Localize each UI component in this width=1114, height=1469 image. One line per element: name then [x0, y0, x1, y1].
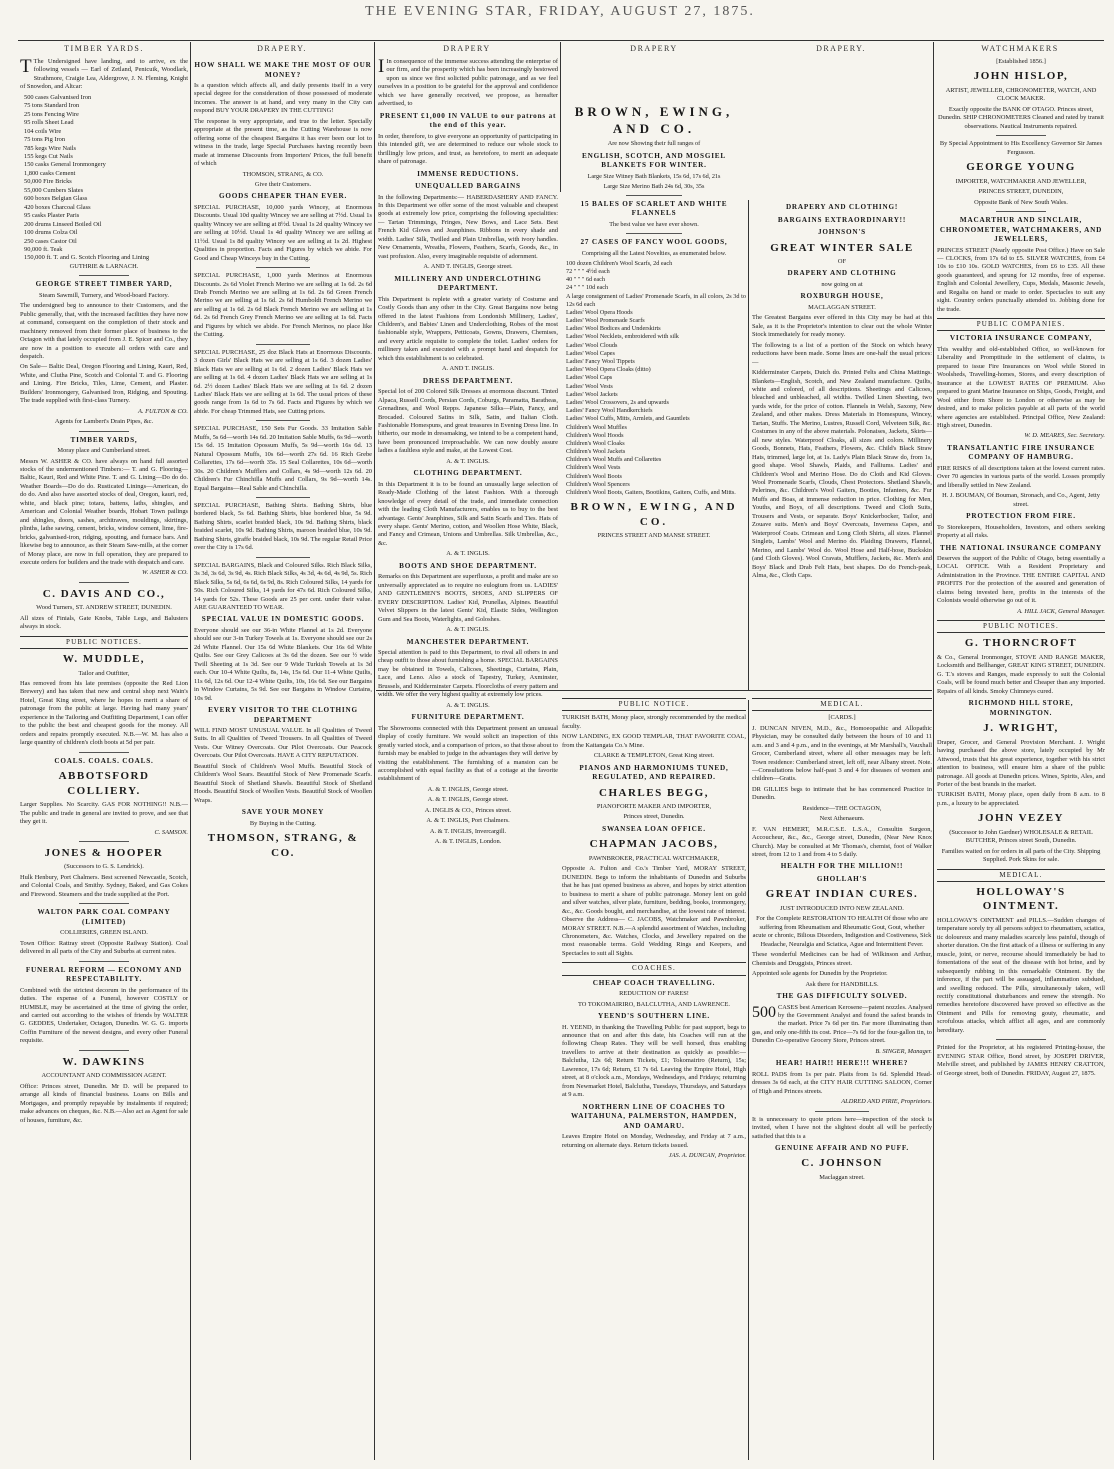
ad-heading: HOW SHALL WE MAKE THE MOST OF OUR MONEY? [194, 61, 372, 79]
ad-body: Large Size Witney Bath Blankets, 15s 6d, 17s 6d, 21s [587, 172, 721, 180]
signature: JAS. A. DUNCAN, Proprietor. [668, 1152, 746, 1159]
column-johnson-sale [752, 200, 932, 690]
signature: CLARKE & TEMPLETON, Great King street. [593, 752, 715, 760]
ad-subheading: [Established 1856.] [996, 58, 1046, 65]
ad-body: Opposite A. Fulton and Co.'s Timber Yard, MORAY STREET, DUNEDIN. Begs to inform the inhabitants of Dunedin and Suburbs that he has just opened business as above, and hopes by strict attention to business to merit a share of public patronage. Money lent on gold and silver watches, silver plate, furniture, bedding, books, ironmongery, &c., &c. Goods bought, and merchandise, at the lowest rate of interest. Observe the Address— C. JACOBS, Watchmaker and Pawnbroker, MORAY STREET. N.B.—A splendid assortment of Watches, including Chronometers, &c. Watches, Clocks, and Jewellery repaired on the most reasonable terms. Gold Wedding Rings and Keepers, and Spectacles to suit all Sights. [562, 865, 746, 957]
signature: THOMSON, STRANG, & CO. [242, 170, 324, 178]
ad-heading: CHEAP COACH TRAVELLING. [592, 978, 716, 987]
list-item: 72 " " " 4½d each [566, 267, 610, 275]
ad-subheading: JUST INTRODUCED INTO NEW ZEALAND. [780, 905, 904, 912]
list-item: 90,000 ft. Teak [24, 245, 63, 253]
signature: A. INGLIS & CO., Princes street. [424, 806, 512, 814]
ad-heading: CHARLES BEGG, [599, 786, 709, 799]
ad-heading: YEEND'S SOUTHERN LINE. [597, 1012, 711, 1021]
ad-heading: J. WRIGHT, [983, 722, 1059, 735]
ad-body: SPECIAL PURCHASE, 25 doz Black Hats at Enormous Discounts. 3 dozen Girls' Black Hats we are selling at 1s 6d. 3 dozen Ladies' Black Hats we are selling at 1s 6d. 2 dozen Ladies' Black Hats we are selling at 1s 6d. 4 dozen Ladies' Black Hats we are selling at 1s 6d. 2½ dozen Ladies' Black Hats we are selling at 1s 6d. 2 dozen Ladies' Black Hats we are selling at 1s 6d. The usual prices of these goods range from 1s 6d to 7s 6d. Facts and Figures by which we abide. For cheap Trimmed Hats, see Cutting prices. [194, 348, 372, 415]
ad-body: Leaves Empire Hotel on Monday, Wednesday, and Friday at 7 a.m., returning on alternate days. Return tickets issued. [562, 1133, 746, 1149]
ad-body: In order, therefore, to give everyone an opportunity of participating in this intended gift, we are determined to reduce our whole stock to thrillingly low prices, and trust, as heretofore, to merit an adequate share of patronage. [378, 132, 558, 166]
ad-heading: ABBOTSFORD COLLIERY. [58, 770, 150, 797]
divider [79, 275, 129, 276]
signature: A. & T. INGLIS, Port Chalmers. [426, 817, 510, 825]
ad-subheading: Wood Turners, ST. ANDREW STREET, DUNEDIN. [36, 604, 172, 612]
ad-heading: GEORGE STREET TIMBER YARD, [35, 280, 173, 289]
ad-body: The Showrooms connected with this Department present an unusual display of costly furniture. We would solicit an inspection of this greatly varied stock, and a comparison of prices, so that those about to furnish may be enabled to judge in the advantages they will derive by visiting the establishment. The furnishing of a mansion can be accomplished with equal facility as that of a cottage at the favorite establishment of [378, 724, 558, 783]
ad-body: Has removed from his late premises (opposite the Red Lion Brewery) and has taken that new and central shop next Wain's Hotel, Great King street, where he hopes to merit a share of patronage from the public at large. Having had many years' experience in the Tailoring and Outfitting Department, I can offer to the public the best and cheapest goods for the money. All orders and repairs promptly executed. N.B.—W. M. has also a large quantity of children's cloth boots at 5d per pair. [20, 680, 188, 747]
list-item: 100 dozen Children's Wool Scarfs, 2d each [566, 259, 673, 267]
ad-body: Hulk Henbury, Port Chalmers. Best screened Newcastle, Scotch, and Colonial Coals, and Smithy. Sydney, Baked, and Gas Cokes and Firewood. Steamers and the trade supplied at the Port. [20, 873, 188, 898]
ad-body: SPECIAL BARGAINS, Black and Coloured Silks. Rich Black Silks, 3s 3d, 3s 6d, 3s 9d, 4s. Rich Black Silks, 4s 3d, 4s 6d, 4s 9d, 5s. Rich Black Silks, 5s 6d, 6s 6d, 6s 9d, 8s. Rich Coloured Silks, 14 yards for 50s. Rich Coloured Silks, 14 yards for 47s 6d. Rich Coloured Silks, 14 yards for 52s. These Goods are 25 per cent. under their value. ARE GUARANTEED TO WEAR. [194, 561, 372, 611]
ad-body: Beautiful Stock of Children's Wool Muffs. Beautiful Stock of Children's Wool Sears. Beautiful Stock of New Promenade Scarfs. Beautiful Stock of Shetland Shawls. Beautiful Stock of Shetland Hoods. Beautiful Stock of Woollen Vests. Beautiful Stock of Woollen Wraps. [194, 762, 372, 804]
ad-heading: GHOLLAH'S [816, 874, 868, 883]
ad-subheading: Residence—THE OCTAGON, [802, 804, 882, 812]
list-item: Children's Wool Hoods [566, 431, 624, 439]
ad-body: PRINCES STREET (Nearly opposite Post Office.) Have on Sale— CLOCKS, from 17s 6d to £5. SILVER WATCHES, from £4 10s to £10 10s. GOLD WATCHES, from £6 to £35. All these goods guaranteed, and sprung for 12 months, free of expense. English and Colonial Jewellery, Cups, Medals, Masonic Jewels, and Regalia on hand or made to order. Spectacles to suit any sight. Country orders punctually attended to. Jobbing done for the trade. [937, 246, 1105, 313]
ad-heading: 27 CASES OF FANCY WOOL GOODS, [580, 238, 728, 247]
list-item: Children's Wool Boots, Gaiters, Bootikins, Gaiters, Cuffs, and Mitts. [566, 489, 736, 496]
section-heading: MEDICAL. [937, 869, 1105, 882]
ad-heading: THE NATIONAL INSURANCE COMPANY [939, 543, 1103, 552]
signature: W. D. MEARES, Sec. Secretary. [1024, 432, 1105, 440]
ad-body: The undersigned beg to announce to their Customers, and the Public generally, that, with the increased facilities they have now at command, consequent on the completion of their stock and machinery removed from their former place of business to the Octagon with that lately occupied from J. E. Spicer and Co., they are now in a position to execute all orders with care and despatch. [20, 302, 188, 360]
ad-heading: CLOTHING DEPARTMENT. [413, 469, 523, 478]
list-item: Ladies' Wool Opera Hoods [566, 308, 633, 316]
ad-body: On Sale— Baltic Deal, Oregon Flooring and Lining, Kauri, Red, White, and Clutha Pine, Scotch and Colonial T. and G. Flooring and Lining. Fire Bricks, Tiles, Lime, Cement, and Plaster. Builders' Ironmongery, Galvanised Iron, Ridging, and Spouting. The trade supplied with first-class Turnery. [20, 363, 188, 405]
imprint: Printed for the Proprietor, at his registered Printing-house, the EVENING STAR Office, Bond street, by JOSEPH DRIVER, Melville street, and published by JAMES HENRY CRATTON, of George street, both of Dunedin. FRIDAY, August 27, 1875. [937, 1044, 1105, 1077]
signature: GUTHRIE & LARNACH. [69, 262, 139, 270]
ad-heading: UNEQUALLED BARGAINS [415, 182, 521, 191]
divider [79, 903, 129, 904]
ad-body: WILL FIND MOST UNUSUAL VALUE. In all Qualities of Tweed Suits. In all Qualities of Tweed Trousers. In all Qualities of Tweed Vests. Our Witney Overcoats. Our Pilot Overcoats. Our Peacock Overcoats. Our Pilot Overcoats. HAVE A CITY REPUTATION. [194, 727, 372, 760]
ad-body: SPECIAL PURCHASE, 10,000 yards Wincey, at Enormous Discounts. Usual 10d quality Wincey we are selling at 7½d. Usual 1s quality Wincey we are selling at 8½d. Usual 1s 2d quality Wincey we are selling at 10½d. Usual 1s 4d quality Wincey we are selling at 11½d. Usual 1s 8d quality Wincey we are selling at 1s 2d. Highest Qualities in proportion. Facts and Figures by which we abide. For Good and Cheap Winceys buy in the Cutting. [194, 203, 372, 262]
divider [79, 1050, 129, 1051]
list-item: Ladies' Fancy Wool Handkerchiefs [566, 407, 653, 415]
ad-body: Town Office: Rattray street (Opposite Railway Station). Coal delivered in all parts of the City and Suburbs at current rates. [20, 939, 188, 956]
ad-subheading: [CARDS.] [828, 714, 856, 722]
ad-heading: TRANSATLANTIC FIRE INSURANCE COMPANY OF HAMBURG. [947, 443, 1095, 462]
ad-heading: PIANOS AND HARMONIUMS TUNED, REGULATED, AND REPAIRED. [579, 763, 729, 781]
ad-subheading: COLLIERIES, GREEN ISLAND. [60, 929, 148, 937]
ad-body: This Department is replete with a greater variety of Costume and Costly Goods than any other in the City. Great Bargains now being offered in the latest Fashions from Londonish Millinery, Ladies', Children's, and Babies' Linen and Underclothing, Robes of the most fashionable style, Wrappers, Petticoats, Gowns, Drawers, Chemises, and every article requisite to complete the toilet. Ladies' orders for millinery taken and executed with a prompt hand and despatch for which this establishment is so celebrated. [378, 295, 558, 362]
list-item: Ladies' Wool Promenade Scarfs [566, 317, 645, 325]
ad-heading: SAVE YOUR MONEY [241, 808, 325, 817]
list-item: A large consignment of Ladies' Promenade Scarfs, in all colors, 2s 3d to 12s 6d each [566, 292, 746, 308]
list-item: 100 drums Colza Oil [24, 229, 78, 237]
section-rule [748, 200, 749, 690]
ad-body: Large Size Merino Bath 24s 6d, 30s, 35s [603, 182, 705, 190]
ad-heading: JONES & HOOPER [44, 846, 164, 859]
section-heading: COACHES. [562, 962, 746, 975]
ad-heading: GEORGE YOUNG [966, 161, 1076, 174]
list-item: 785 kegs Wire Nails [24, 144, 76, 152]
ad-body: In the following Departments:— HABERDASHERY AND FANCY. In this Department we offer some of the most valuable and cheapest goods at extremely low price, comprising the following specialities:— Tartan Trimmings, Fringes, New Bows, and Lace Sets. Best French Kid Gloves and Jeanphines. Ribbons in every shade and width. Ladies' Silk, Twilled and Plain Umbrellas, with ivory handles. New Ornaments, Wreaths, Flowers, Feathers, Scarfs, Goods, &c., in vast profusion. Also, every imaginable requisite of adornment. [378, 193, 558, 260]
signature: H. J. BOUMAN, Of Bouman, Stronach, and Co., Agent, Jetty street. [942, 492, 1100, 508]
list-item: Children's Wool Vests [566, 464, 621, 472]
list-item: 75 tons Pig Iron [24, 136, 66, 144]
ad-heading: NORTHERN LINE OF COACHES TO WAITAHUNA, PALMERSTON, HAMPDEN, AND OAMARU. [571, 1102, 737, 1130]
ad-body: H. YEEND, in thanking the Travelling Public for past support, begs to announce that on and after this date, his Coaches will run at the following Cheap Rates. They will be well horsed, thus enabling travellers to arrive at their destination as quickly as possible:—Balclutha, 12s 6d; Return Tickets, £1; Tokomairiro (Return), 15s; Lawrence, 17s 6d; Return, £1 7s 6d. Leaving the Empire Hotel, High street, at 8 o'clock a.m., Mondays, Wednesdays, and Fridays; returning from Newmarket Hotel, Balclutha, Tuesdays, Thursdays, and Saturdays at 9 a.m. [562, 1023, 746, 1099]
column-public-notice [562, 694, 746, 1460]
ad-body: Messrs W. ASHER & CO. have always on hand full assorted stocks of the undermentioned Timbers:— T. and G. Flooring—Baltic, Kauri, Red and White Pine. T. and G. Lining—Do do do. Weather Boards—Do do do. Rusticated Linings—American, do do do. And also have assorted stocks of deal, Oregon, kauri, red, white, and black pine; totara, battens, laths, shingles, and American and Colonial Weather boards, Hobart Town pailings and shingles, doors, sashes, architraves, mouldings, skirtings, plinths, lathe sawing, cement, bricks, window cement, lime, fire-bricks, galvanised-iron, ridging, spouting, and furnace bars. And likewise beg to announce, as their Steam Saw-mills, at the corner of Moray place, are now in full operation, they are prepared to execute orders for builders and the trade with despatch and care. [20, 457, 188, 567]
column-rule [190, 42, 191, 1460]
signature: A. & T. INGLIS, London. [434, 838, 502, 846]
signature: A. AND T. INGLIS. [442, 365, 494, 373]
divider [79, 752, 129, 753]
ad-heading: W. MUDDLE, [62, 653, 146, 666]
ad-heading: GENUINE AFFAIR AND NO PUFF. [774, 1143, 909, 1152]
list-item: 104 coils Wire [24, 127, 62, 135]
list-item: Children's Wool Cloaks [566, 439, 625, 447]
ad-body: Everyone should see our 36-in White Flannel at 1s 2d. Everyone should see our 3-in Turkey Towels at 1s. Everyone should see our 2s 2d White Flannel. Our 15s 6d White Blankets. Our 16s 6d White Quilts. See our Grey Calicoes at 3s 6d the dozen. See our ½ wide Twill Sheeting at 1s 3d. See our 9 Wide Turkish Towels at 1s 3d each. Our 10-4 White Quilts, 8s, 14s, 15s 6d. Our 11-4 White Quilts, 11s 6d, 12s 6d. Our 12-4 White Quilts, 10s, 16s 6d. See our Bargains in Window Curtains, 5s 9d. See our Bargains in Window Curtains, 10s 9d. [194, 626, 372, 702]
list-item: 55,000 Cumbers Slates [24, 186, 84, 194]
ad-heading: JOHNSON'S [818, 228, 866, 236]
list-item: 250 cases Castor Oil [24, 237, 77, 245]
ad-heading: HEAR! HAIR!! HERE!!! WHERE? [775, 1059, 909, 1068]
ad-subheading: TO TOKOMAIRIRO, BALCLUTHA, AND LAWRENCE. [578, 1000, 730, 1008]
ad-heading: GREAT WINTER SALE [770, 241, 914, 254]
column-head: DRAPERY. [257, 44, 307, 53]
section-heading: PUBLIC NOTICES. [937, 620, 1105, 633]
list-item: Children's Wool Muffs and Collarettes [566, 456, 662, 464]
list-item: 95 casks Plaster Paris [24, 212, 80, 220]
ad-heading: MANCHESTER DEPARTMENT. [406, 637, 530, 646]
divider [256, 267, 309, 268]
ad-heading: DRAPERY AND CLOTHING! [785, 203, 899, 211]
ad-body: Larger Supplies. No Scarcity. GAS FOR NOTHING!! N.B.—The public and trade in general are invited to prove, and see that they get it. [20, 801, 188, 826]
ad-body: To Storekeepers, Householders, Investors, and others seeking Property at all risks. [937, 523, 1105, 540]
ad-heading: DRESS DEPARTMENT. [422, 376, 514, 385]
ad-heading: HOLLOWAY'S OINTMENT. [976, 885, 1066, 913]
column-head: TIMBER YARDS. [64, 44, 144, 53]
column-medical [752, 694, 932, 1460]
ad-heading: MACARTHUR AND SINCLAIR, CHRONOMETER, WATCHMAKERS, AND JEWELLERS, [939, 216, 1103, 244]
divider [256, 497, 309, 498]
section-heading: MEDICAL. [752, 698, 932, 711]
ad-body: Office: Princes street, Dunedin. Mr D. will be prepared to arrange all kinds of financial business. Loans on Bills and Mortgages, and promptly repayable by instalments if required; make advances on cheques, &c. N.B.—Also act as Agent for sale of houses, furniture, &c. [20, 1082, 188, 1124]
signature: THOMSON, STRANG, & CO. [207, 832, 359, 859]
list-item: Ladies' Wool Bodices and Underskirts [566, 325, 661, 333]
signature: C. JOHNSON [801, 1157, 883, 1170]
top-rule [18, 40, 1104, 41]
ad-subheading: Ask there for HANDBILLS. [805, 980, 879, 988]
ad-heading: EVERY VISITOR TO THE CLOTHING DEPARTMENT [208, 706, 358, 724]
signature: A. & T. INGLIS. [446, 457, 490, 465]
signature: A. & T. INGLIS, George street. [427, 785, 509, 793]
ad-subheading: PAWNBROKER, PRACTICAL WATCHMAKER, [588, 854, 720, 862]
ad-heading: IMMENSE REDUCTIONS. [417, 169, 519, 178]
list-item: 600 boxes Belgian Glass [24, 195, 88, 203]
ad-heading: C. DAVIS AND CO., [42, 587, 166, 600]
signature: Agents for Lambert's Drain Pipes, &c. [54, 418, 154, 426]
ad-body: Special attention is paid to this Department, to rival all others in and cheap outfit to those about furnishing a home. SPECIAL BARGAINS may be obtained in Towels, Calicoes, Sheetings, Curtains, Plain, Lace, and Leno. Also a stock of Tapestry, Turkey, Axminster, Brussels, and Kidderminster Carpets. Floorcloths of every pattern and width. We offer the very highest quality at extremely low prices. [378, 649, 558, 699]
ad-heading: THE GAS DIFFICULTY SOLVED. [776, 992, 908, 1001]
ad-subheading: REDUCTION OF FARES! [619, 990, 689, 998]
ad-heading: SPECIAL VALUE IN DOMESTIC GOODS. [201, 615, 365, 624]
divider [815, 1111, 869, 1112]
ad-subheading: Steam Sawmill, Turnery, and Wood-board Factory. [39, 291, 169, 299]
ad-heading: PRESENT £1,000 IN VALUE to our patrons at the end of this year. [379, 111, 557, 130]
list-item: Ladies' Wool Clouds [566, 341, 618, 349]
ad-body: Combined with the strictest decorum in the performance of its duties. The expense of a Funeral, however COSTLY or HUMBLE, may be ascertained at the time of giving the order, and carried out according to the wishes of friends by WALTER G. GEDDES, Undertaker, Octagon, Dunedin. W. G. G. imports Coffin Furniture of the newest designs, and every other Funeral requisite. [20, 986, 188, 1045]
divider [626, 233, 681, 234]
ad-body: Kidderminster Carpets, Dutch do. Printed Felts and China Mattings. Blankets—English, Scotch, and New Zealand manufacture. Quilts, white and colored, of all descriptions. Sheetings and Calicoes, bleached and unbleached, all widths. Twilled Linen Sheeting, two yards wide, for the price of cotton. Flannels in Welsh, Saxony, New Zealand, and other makes. Dress Materials in Homespuns, Wincey, Tartan, Stuffs. The Merino, Lustres, Russell Cord, Velveteen Silk, &c. Costumes in any of the above materials. Polonaises, Jackets, Skirts—all new styles. Waterproof Cloaks, all sizes and colors. Millinery Goods, Bonnets, Hats, Feathers, Flowers, &c. Child's Black Straw Hats, trimmed, large lot, at 1s. Lady's Plain Black Straw do, from 1s, good shape. Wool Shawls, Plaids, and Falliums. Ladies' and Children's Wool and Merino Hose. Do do Cloth and Kid Gloves. Wool Promenade Scarfs, Clouds, Chest Protectors. Shetland Shawls, Pelerines, &c. Children's Wool Gaiters, Booties, Infantees, &c. Fur Muffs and Boas, at immense reduction in price. Clothing for Men, Youths, and Boys, of all descriptions. Tweed and Cloth Suits, Trousers and Vests, or separate. Boys' Knickerbocker, Tailor, and Zouave suits. Men's and Boys' Overcoats, Inverness Capes, and Waterproof Coats. Crimean and Long Cloth Shirts, all sizes. Flannel Singlets, Lambs' Wool and Merino do. Plaiding Drawers, Flannel, Merino, and Lambs' Wool do. Wool Hose and Half-hose, Buckskin (and Cloth Gloves). Wool Cravats, Mufflers, Jackets, &c. Men's and Boys' Black and Drab Felt Hats, best shapes. Do do French-peak, Alma, &c., Cloth Caps. [752, 369, 932, 579]
ad-heading: GREAT INDIAN CURES. [765, 888, 919, 901]
ad-heading: 15 BALES OF SCARLET AND WHITE FLANNELS [580, 199, 728, 218]
list-item: Ladies' Wool Capes [566, 349, 615, 357]
ad-heading: SWANSEA LOAN OFFICE. [602, 824, 706, 833]
ad-heading: HEALTH FOR THE MILLION!! [780, 862, 904, 871]
ad-body: I In consequence of the immense success attending the enterprise of our firm, and the prosperity which has been increasingly bestowed upon us since we first solicited public patronage, and as we feel ourselves in a position to be grateful for the approval and confidence which we have generally received, we propose, as hereafter advertised, to [378, 58, 558, 108]
signature: W. ASHER & CO. [142, 569, 188, 577]
ad-heading: MILLINERY AND UNDERCLOTHING DEPARTMENT. [394, 274, 542, 293]
ad-heading: BARGAINS EXTRAORDINARY!! [777, 215, 907, 224]
ad-subheading: Moray place and Cumberland street. [57, 447, 151, 455]
ad-body: 500 CASES best American Kerosene—patent nozzles. Analysed by the Government Analyst and found the safest brands in the market. Price 7s 6d per tin. Far more illuminating than gas, and only one-fifth its cost. Price—7s 6d for the four-gallon tin, to Dunedin Co-operative Grocery Store, Princes street. [752, 1003, 932, 1045]
column-rule [933, 42, 934, 1460]
ad-heading: WALTON PARK COAL COMPANY (LIMITED) [37, 908, 171, 926]
column-head: DRAPERY. [816, 44, 866, 53]
ad-body: TURKISH BATH, Moray place, open daily from 8 a.m. to 8 p.m., a luxury to be appreciated. [937, 791, 1105, 807]
ad-body: These wonderful Medicines can be had of Wilkinson and Arthur, Chemists and Druggists, Princes street. [752, 951, 932, 967]
ad-subheading: PRINCES STREET, DUNEDIN, [978, 188, 1064, 196]
list-item: 95 rolls Sheet Lead [24, 119, 74, 127]
section-heading: PUBLIC NOTICE. [562, 698, 746, 711]
ad-body: It is unnecessary to quote prices here—inspection of the stock is invited, when I have not the slightest doubt all will be perfectly satisfied that this is a [752, 1115, 932, 1140]
divider [79, 582, 129, 583]
ad-subheading: By Buying in the Cutting. [249, 819, 317, 827]
list-item: 150 casks General Ironmongery [24, 161, 106, 169]
ad-body: Exactly opposite the BANK OF OTAGO. Princes street, Dunedin. SHIP CHRONOMETERS Cleaned and rated by transit observations. Nautical Instruments repaired. [938, 105, 1104, 130]
signature: ALDRED AND PIRIE, Proprietors. [841, 1098, 932, 1106]
divider [996, 211, 1046, 212]
list-item: 155 kegs Cut Nails [24, 152, 73, 160]
signature: A. HILL JACK, General Manager. [1017, 607, 1105, 615]
ad-heading: JOHN VEZEY [977, 812, 1064, 825]
list-item: 420 boxes Charcoal Glass [24, 203, 91, 211]
ad-heading: FUNERAL REFORM — ECONOMY AND RESPECTABILITY. [25, 965, 183, 984]
ad-body: SPECIAL PURCHASE, 1,000 yards Merinos at Enormous Discounts. 2s 6d Violet French Merino we are selling at 1s 6d. 2s 6d Drab French Merino we are selling at 1s 6d. 2s 6d Green French Merino we are selling at 1s 6d. 2s 6d Humboldt French Merino we are selling at 1s 6d. 2s 6d Black French Merino we are selling at 1s 6d. 2s 6d French Grey French Merino we are selling at 1s 6d. Facts and Figures by which we abide. For French Merinos, no place like the Cutting. [194, 272, 372, 339]
signature: A. & T. INGLIS, George street. [427, 796, 509, 804]
wool-goods-list [562, 260, 746, 497]
divider [79, 841, 129, 842]
ad-subheading: ACCOUNTANT AND COMMISSION AGENT. [41, 1072, 167, 1080]
list-item: Ladies' Wool Opera Cloaks (ditto) [566, 366, 651, 374]
ad-body: ROLL PADS from 1s per pair. Plaits from 1s 6d. Splendid Head-dresses 3s 6d each, at the CITY HAIR CUTTING SALOON, Corner of High and Princes streets. [752, 1070, 932, 1095]
ad-heading: GOODS CHEAPER THAN EVER. [218, 192, 348, 201]
column-head: DRAPERY [443, 44, 491, 53]
list-item: Ladies' Wool Necklets, embroidered with silk [566, 333, 679, 341]
signature: A. & T. INGLIS. [446, 701, 490, 709]
list-item: 40 " " " 6d each [566, 276, 606, 284]
divider [256, 557, 309, 558]
list-item: Ladies' Wool Crossovers, 2s and upwards [566, 398, 669, 406]
ad-subheading: PIANOFORTE MAKER AND IMPORTER, [596, 803, 712, 811]
signature: A. FULTON & CO. [137, 407, 188, 415]
ad-heading: ROXBURGH HOUSE, [800, 292, 884, 301]
ad-body: TURKISH BATH, Moray place, strongly recommended by the medical faculty. [562, 714, 746, 730]
column-watchmakers [937, 58, 1105, 1460]
list-item: 50,000 Fire Bricks [24, 178, 72, 186]
column-head: DRAPERY [630, 44, 678, 53]
timber-ad-intro: T The Undersigned have landing, and to arrive, ex the following vessels — Earl of Zetland, Penicuik, Woodlark, Strathmore, Craigie Lea, Aldergrove, J. N. Fleming, Knight of Snowdon, and Altcar: [20, 58, 188, 91]
list-item: Ladies' Wool Jackets [566, 390, 618, 398]
divider [79, 431, 129, 432]
divider [256, 344, 309, 345]
gas-number: 500 [752, 1003, 776, 1021]
ad-body: By Special Appointment to His Excellency Governor Sir James Fergusson. [939, 140, 1103, 156]
ad-heading: W. DAWKINS [62, 1055, 146, 1068]
ad-subheading: IMPORTER, WATCHMAKER AND JEWELLER, [955, 177, 1087, 185]
ad-heading: BROWN, EWING, AND CO. [570, 501, 738, 528]
ad-heading: BOOTS AND SHOE DEPARTMENT. [399, 561, 537, 570]
ad-heading: TIMBER YARDS, [70, 435, 138, 444]
ad-body: In this Department it is to be found an unusually large selection of Ready-Made Clothing of the latest Fashion. With a thorough knowledge of every detail of the trade, and immediate connection with the leading Cloth Manufacturers, enables us to buy to the best advantage. Gents' Jeanphines, Silk and Satin Scarfs and Ties. Hats of every shape. Gents' Merino, cotton, and Woollen Hose White, Black, and Fancy and Crimean, Unions and Umbrellas. Silk Umbrellas, &c., &c. [378, 480, 558, 547]
ad-subheading: Tailor and Outfitter, [78, 669, 130, 677]
ad-subheading: The best value we have ever shown. [609, 220, 699, 228]
ad-subheading: ARTIST, JEWELLER, CHRONOMETER, WATCH, AND CLOCK MAKER. [945, 86, 1097, 103]
ad-body: F. VAN HEMERT, M.R.C.S.E. L.S.A., Consultin Surgeon, Accoucheur, &c., &c., George street, Dunedin, (Near New Knox Church). May be consulted at Mr Thomas's, chemist, foot of Walker street, from 12 to 1 and from 4 to 5 daily. [752, 825, 932, 859]
list-item: 200 drums Linseed Boiled Oil [24, 220, 102, 228]
list-item: 500 cases Galvanised Iron [24, 93, 92, 101]
section-heading: PUBLIC NOTICES. [20, 636, 188, 649]
ad-body: Remarks on this Department are superfluous, a profit and make are so universally appreciated as to require no eulogium from us. LADIES' AND GENTLEMEN'S BOOTS, SHOES, AND SLIPPERS OF EVERY DESCRIPTION. Ladies' Kid, Prunellas, Alpines. Beautiful Velvet Slippers in the latest Gents' Kid, Elastic Sides, Wellington Gum and Sea Boots, Waterlights, and Goloshes. [378, 573, 558, 623]
column-drapery-thomson [194, 58, 372, 1460]
ad-body: The Greatest Bargains ever offered in this City may be had at this Sale, as it is the Proprietor's intention to clear out the whole Winter Stock immediately for ready money. [752, 314, 932, 339]
ad-heading: JOHN HISLOP, [973, 70, 1069, 83]
ad-body: The following is a list of a portion of the Stock on which heavy reductions have been made. Some lines are one-half the usual prices:— [752, 341, 932, 366]
list-item: Ladies' Fancy Wool Tippets [566, 358, 635, 365]
signature: A. AND T. INGLIS, George street. [423, 263, 513, 271]
ad-subheading: MACLAGGAN STREET. [808, 303, 876, 311]
signature: A. & T. INGLIS. [446, 626, 490, 634]
divider [626, 195, 681, 196]
ad-body: All sizes of Finials, Gate Knobs, Table Legs, and Balusters always in stock. [20, 614, 188, 631]
ad-body: DR GILLIES begs to intimate that he has commenced Practice in Dunedin. [752, 785, 932, 802]
ad-heading: PROTECTION FROM FIRE. [966, 512, 1076, 521]
ad-subheading: (Successor to John Gardner) WHOLESALE & RETAIL BUTCHER, Princes street South, Dunedin. [949, 828, 1093, 845]
signature: A. & T. INGLIS. [446, 550, 490, 558]
list-item: Children's Wool Muffles [566, 423, 627, 431]
list-item: 75 tons Standard Iron [24, 102, 80, 110]
column-head: WATCHMAKERS [981, 44, 1059, 53]
ad-subheading: PRINCES STREET AND MANSE STREET. [597, 532, 711, 540]
ad-body: Draper, Grocer, and General Provision Merchant. J. Wright having purchased the above store, lately occupied by Mr Attwood, trusts that his great experience, together with his strict attention to business, will ensure him a share of the public patronage. All goods at Dunedin prices. Wines, Spirits, Ales, and Porter of the best brands in the market. [937, 738, 1105, 788]
ad-body: SPECIAL PURCHASE, Bathing Shirts. Bathing Shirts, blue bordered black, 5s 6d. Bathing Shirts, blue bordered blue, 5s 9d. Bathing Shirts, scarlet braided black, 10s 9d. Bathing Shirts, black braided scarlet, 10s 9d. Bathing Shirts, maroon braided blue, 10s 9d. Bathing Shirts, giraffe braided black, 10s 9d. The regular Retail Price over the City is 17s 6d. [194, 501, 372, 552]
ad-body: FIRE RISKS of all descriptions taken at the lowest current rates. Over 70 agencies in various parts of the world. Losses promptly and liberally settled in New Zealand. [937, 464, 1105, 489]
newspaper-title: THE EVENING STAR, FRIDAY, AUGUST 27, 1875. [365, 4, 755, 19]
signature: C. SAMSON. [154, 828, 188, 836]
ad-body: Is a question which affects all, and daily presents itself in a very special degree for the consideration of those possessed of moderate incomes. The answer is at hand, and very many in the City can respond BUY YOUR DRAPERY IN THE CUTTING! [194, 82, 372, 115]
ad-heading: COALS. COALS. COALS. [54, 756, 154, 765]
list-item: Ladies' Wool Vests [566, 382, 613, 390]
ad-body: & Co., General Ironmonger, STOVE AND RANGE MAKER, Locksmith and Bellhanger, GREAT KING STREET, DUNEDIN. G. T.'s stoves and Ranges, made expressly to suit the Colonial Coals, will be found much better and Cheaper than any imported. Repairs of all kinds. Smoky Chimneys cured. [937, 653, 1105, 695]
divider [79, 961, 129, 962]
ad-heading: DRAPERY AND CLOTHING [787, 269, 897, 278]
list-item: Ladies' Wool Caps [566, 374, 613, 382]
cargo-list [20, 94, 188, 263]
column-rule [748, 700, 749, 1460]
column-rule [374, 42, 375, 1460]
ad-heading: ENGLISH, SCOTCH, AND MOSGIEL BLANKETS FOR WINTER. [581, 151, 726, 169]
list-item: Children's Wool Boots [566, 472, 622, 480]
signature: B. SINGER, Manager. [875, 1047, 932, 1055]
list-item: 1,800 casks Cement [24, 169, 76, 177]
column-timber-yards [20, 58, 188, 1460]
ad-body: For the Complete RESTORATION TO HEALTH Of those who are suffering from Rheumatism and Rheumatic Gout, Gout, whether acute or chronic, Bilious Disorders, Indigestion and Costiveness, Sick Headache, Neuralgia and Sciatica, Ague and Intermittent Fever. [752, 915, 932, 948]
ad-heading: G. THORNCROFT [964, 637, 1078, 650]
ad-subheading: Princes street, Dunedin. [623, 813, 685, 821]
divider [256, 420, 309, 421]
masthead [0, 0, 1114, 44]
list-item: Children's Wool Spencers [566, 480, 630, 488]
ad-body: Special lot of 200 Colored Silk Dresses at enormous discount. Tinted Alpaca, Russell Cords, Persian Cords, Coburgs, Paramatta, Baratheas, Grenadines, and Wool Repps. Japanese Silks—Plain, Fancy, and Brocaded. Coloured Satins in Silk, Satin, and Italian Cloth. Fashionable Homespuns, and great treasures in Evening Dress line. In hitherto, our mode in dressmaking, we intend to be a competent hand, have been pronounced irreproachable. We can now doubly assure ladies a faultless style and make, at the Lowest Cost. [378, 388, 558, 455]
divider [996, 135, 1046, 136]
ad-body: This wealthy and old-established Office, so well-known for Liberality and Promptitude in the settlement of claims, is prepared to issue Fire Insurances on Wool while Stored in Woolsheds, Travelling-homes, Stores, and every description of Insurance at the LOWEST RATES OF PREMIUM. Also prepared to grant Marine Insurance on Ships, Goods, Freight, and Wool either from Shore to London or otherwise as may be desired, and to make policies payable at all parts of the world where agencies are established. Principal Office, New Zealand: High street, Dunedin. [937, 345, 1105, 429]
list-item: Children's Wool Jackets [566, 448, 626, 456]
ad-heading: BROWN, EWING, AND CO. [574, 104, 734, 137]
ad-subheading: now going on at [821, 280, 863, 288]
signature: Give their Customers. [254, 180, 312, 188]
ad-body: HOLLOWAY'S OINTMENT and PILLS.—Sudden changes of temperature sorely try all persons subject to rheumatism, sciatica, tic doloureux and many maladies scarcely less painful, though of shorter duration. On the first attack of a illness or suffering in any muscle, joint, or nerve, recourse should immediately be had to fomentations of the seat of the disease with hot brine, and by subsequently rubbing in this remarkable Ointment. By the inference, if the part will be assuaged, inflammation subdued, and swelling reduced. The Pills, simultaneously taken, will rectify constitutional disturbances and renew the strength. No remedies heretofore discovered have proved so effective as the Ointment and Pills for removing gouty, rheumatic, and scrofulous attacks, which afflict all ages, and are commonly hereditary. [937, 916, 1105, 1034]
ad-heading: CHAPMAN JACOBS, [589, 838, 719, 851]
ad-subheading: (Successors to G. S. Lendrick). [64, 863, 144, 871]
list-item: 25 tons Fencing Wire [24, 110, 79, 118]
list-item: 24 " " " 10d each [566, 284, 609, 292]
list-item: Ladies' Wool Cuffs, Mitts, Armlets, and Gauntlets [566, 415, 690, 423]
list-item: 150,000 ft. T. and G. Scotch Flooring and Lining [24, 254, 150, 262]
section-heading: PUBLIC COMPANIES. [937, 318, 1105, 331]
ad-subheading: Next Athenaeum. [819, 815, 865, 823]
divider [996, 1039, 1046, 1040]
signature: Maclaggan street. [819, 1173, 865, 1181]
ad-body: Families waited on for orders in all parts of the City. Shipping Supplied. Pork Skins for sale. [941, 847, 1101, 864]
ad-subheading: Comprising all the Latest Novelties, as enumerated below. [581, 249, 727, 257]
ad-subheading: Are now Showing their full ranges of [607, 140, 701, 148]
ad-body: J. DUNCAN NIVEN, M.D., &c., Homoeopathic and Allopathic Physician, may be consulted daily between the hours of 10 and 11 a.m. and 3 and 4 p.m., and in the evenings, at Mr Marshall's, Vauxhall Grocer, Cumberland street, where all other messages may be left. Town residence: Cumberland street, left off, near Albany street. Note.—Consultations below half-past 3 and 4 for diseases of women and children—Gratis. [752, 724, 932, 783]
ad-subheading: OF [837, 258, 847, 266]
brown-ewing-ad-body [562, 100, 746, 686]
ad-heading: FURNITURE DEPARTMENT. [411, 713, 525, 722]
ad-body: Appointed sole agents for Dunedin by the Proprietor. [752, 970, 888, 978]
ad-subheading: Opposite Bank of New South Wales. [974, 198, 1068, 206]
ad-heading: VICTORIA INSURANCE COMPANY, [949, 334, 1093, 343]
ad-body: NOW LANDING, EX GOOD TEMPLAR, THAT FAVORITE COAL, from the Kaitangata Co.'s Mine. [562, 733, 746, 749]
signature: A. & T. INGLIS, Invercargill. [429, 827, 507, 835]
ad-heading: RICHMOND HILL STORE, MORNINGTON. [968, 699, 1074, 717]
ad-body: SPECIAL PURCHASE, 150 Sets Fur Goods. 33 Imitation Sable Muffs, 5s 6d—worth 14s 6d. 20 Imitation Sable Muffs, 6s 9d—worth 15s 6d. 15 Imitation Opossum Muffs, 5s 9d—worth 16s 6d. 13 Natural Opossum Muffs, 10s 6d—worth 27s 6d. 16 Rich Grebe Collarettes, 17s 6d—worth 35s. 15 Seal Collarettes, 10s 6d—worth 30s. 20 Children's Mufflers and Collars, 4s 9d—worth 12s 6d. 20 Children's Fur Chinchilla Muffs and Collars, 9s 9d—worth 14s. Equal Bargains—Real Sable and Chinchilla. [194, 425, 372, 492]
ad-body: Deserves the support of the Public of Otago, being essentially a LOCAL OFFICE. With a Resident Proprietary and Administration in the Province. THE ENTIRE CAPITAL AND PROFITS For the protection of the assured and generation of claims being invested here, profits in the interests of the Colonists would otherwise go out of it. [937, 555, 1105, 605]
ad-body: The response is very appropriate, and true to the letter. Specially appropriate at the present time, as the Cutting Warehouse is now offering some of the cheapest Bargains it has ever been our lot to witness in the trade, large Special Purchases having recently been made at immense Discounts from Importers' Prices, the full benefit of which [194, 117, 372, 168]
